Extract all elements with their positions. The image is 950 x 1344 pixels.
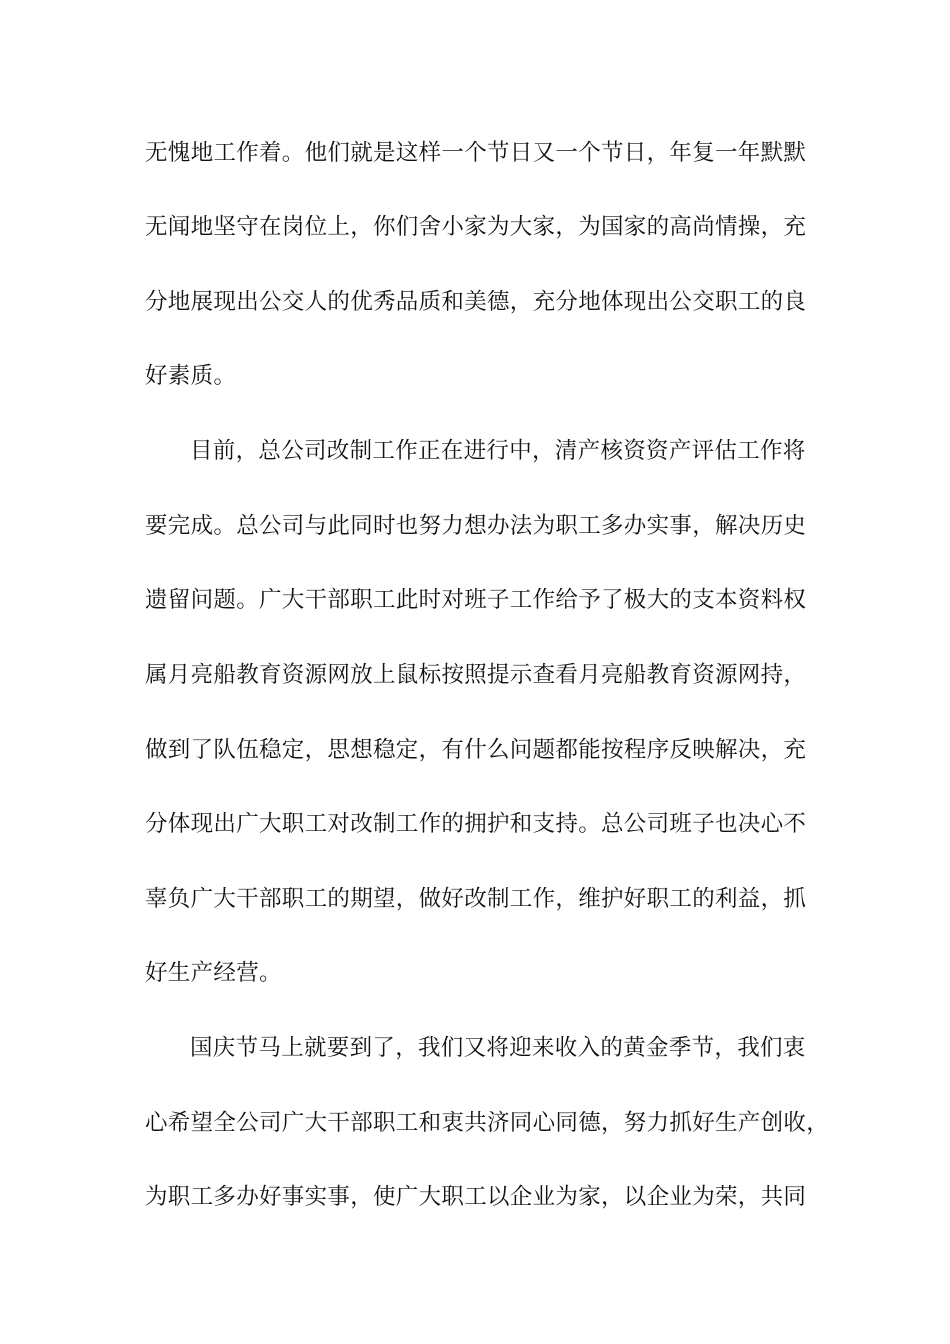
text-line: 分地展现出公交人的优秀品质和美德，充分地体现出公交职工的良 [145,289,807,315]
text-line: 辜负广大干部职工的期望，做好改制工作，维护好职工的利益，抓 [145,886,807,912]
text-line: 无闻地坚守在岗位上，你们舍小家为大家，为国家的高尚情操，充 [145,214,807,240]
text-line: 好生产经营。 [145,960,282,986]
text-line: 国庆节马上就要到了，我们又将迎来收入的黄金季节，我们衷 [190,1035,806,1061]
text-line: 心希望全公司广大干部职工和衷共济同心同德，努力抓好生产创收， [145,1110,830,1136]
text-line: 属月亮船教育资源网放上鼠标按照提示查看月亮船教育资源网持， [145,662,807,688]
text-line: 好素质。 [145,363,237,389]
text-line: 为职工多办好事实事，使广大职工以企业为家，以企业为荣，共同 [145,1184,807,1210]
text-line: 做到了队伍稳定，思想稳定，有什么问题都能按程序反映解决，充 [145,737,807,763]
text-line: 遗留问题。广大干部职工此时对班子工作给予了极大的支本资料权 [145,587,807,613]
text-line: 要完成。总公司与此同时也努力想办法为职工多办实事，解决历史 [145,513,807,539]
text-line: 无愧地工作着。他们就是这样一个节日又一个节日，年复一年默默 [145,140,807,166]
text-line: 目前，总公司改制工作正在进行中，清产核资资产评估工作将 [190,438,806,464]
text-line: 分体现出广大职工对改制工作的拥护和支持。总公司班子也决心不 [145,811,807,837]
